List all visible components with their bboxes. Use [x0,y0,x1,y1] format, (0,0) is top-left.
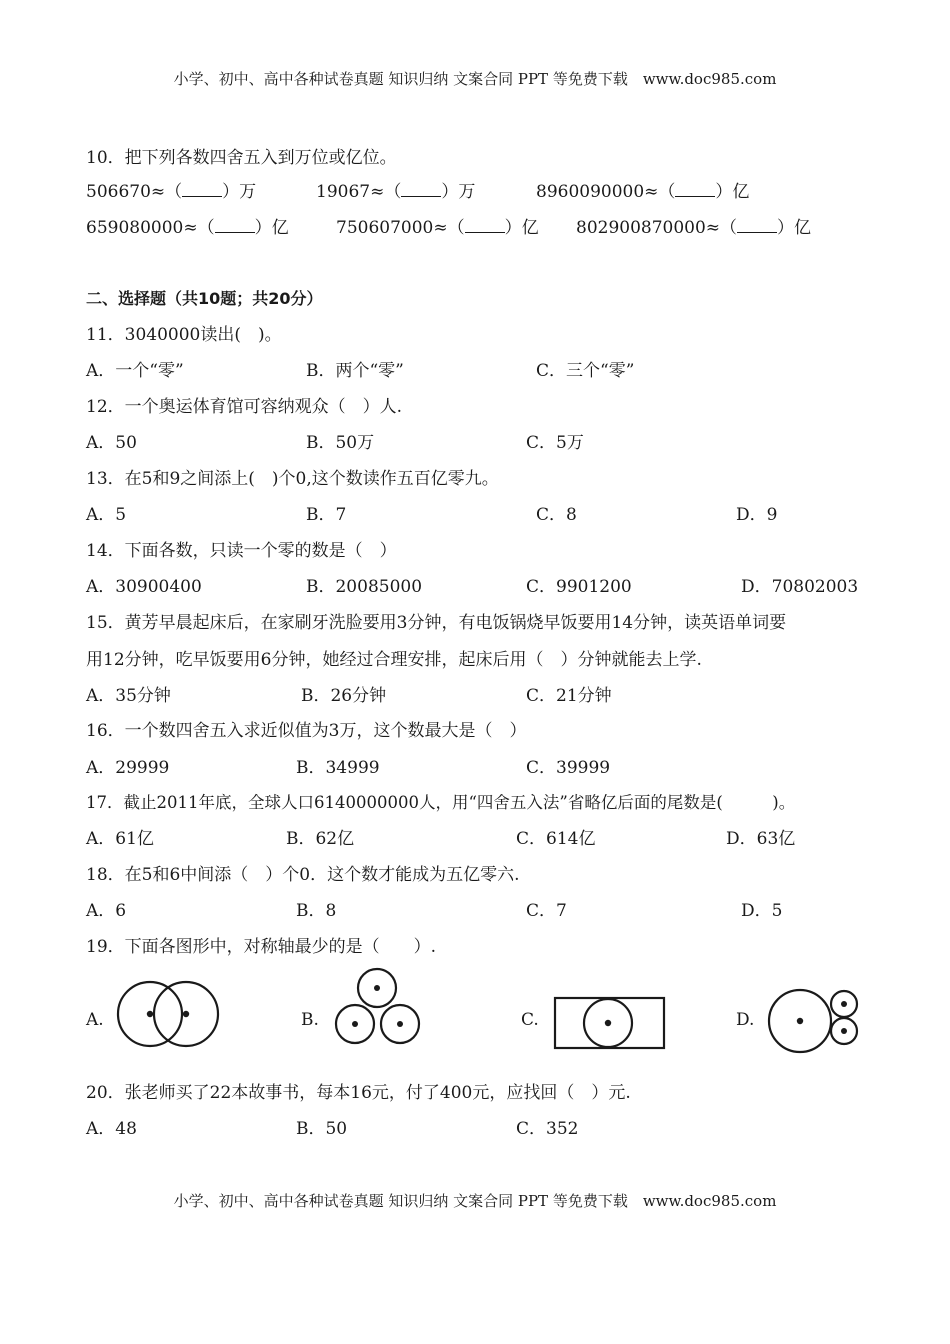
figure-b-three-circles [325,966,425,1056]
option: B．62亿 [286,829,355,849]
option: C．39999 [526,758,611,778]
question-stem: 11．3040000读出( )。 [86,325,282,345]
option: D. [736,1010,755,1030]
question-stem: 14．下面各数，只读一个零的数是（ ） [86,541,397,561]
option: C．352 [516,1119,579,1139]
option: A．35分钟 [86,686,171,706]
option: C．9901200 [526,577,632,597]
figure-d-circle-with-two-small [762,983,862,1063]
figure-c-rectangle-with-circle [550,990,670,1052]
question-stem: 16．一个数四舍五入求近似值为3万，这个数最大是（ ） [86,721,527,741]
option: A．30900400 [86,577,202,597]
option: D．9 [736,505,778,525]
q10-item: 8960090000≈（ ）亿 [536,182,750,202]
figure-a-two-overlapping-circles [110,970,230,1060]
q10-stem: 10．把下列各数四舍五入到万位或亿位。 [86,148,397,168]
q10-item: 750607000≈（ ）亿 [336,218,539,238]
option: B．20085000 [306,577,423,597]
option: A．29999 [86,758,170,778]
question-stem: 15．黄芳早晨起床后，在家刷牙洗脸要用3分钟，有电饭锅烧早饭要用14分钟，读英语单词要 [86,613,787,633]
option: B．7 [306,505,347,525]
option: C．21分钟 [526,686,612,706]
question-stem: 19．下面各图形中，对称轴最少的是（ ）. [86,937,437,957]
question-stem-cont: 用12分钟，吃早饭要用6分钟，她经过合理安排，起床后用（ ）分钟就能去上学. [86,650,702,670]
option: A. [86,1010,104,1030]
question-stem: 17．截止2011年底，全球人口6140000000人，用“四舍五入法”省略亿后面的尾数是( )。 [86,793,796,812]
option: A．6 [86,901,127,921]
option: D．5 [741,901,783,921]
option: B．8 [296,901,337,921]
question-stem: 20．张老师买了22本故事书，每本16元，付了400元，应找回（ ）元. [86,1083,631,1103]
q10-item: 506670≈（ ）万 [86,182,257,202]
section-title: 二、选择题（共10题；共20分） [86,289,323,308]
question-stem: 18．在5和6中间添（ ）个0．这个数才能成为五亿零六. [86,865,520,885]
option: D．63亿 [726,829,796,849]
q10-item: 19067≈（ ）万 [316,182,476,202]
option: D．70802003 [741,577,859,597]
option: C. [521,1010,539,1030]
option: A．一个“零” [86,361,184,381]
option: C．三个“零” [536,361,635,381]
question-stem: 12．一个奥运体育馆可容纳观众（ ）人. [86,397,403,417]
option: B. [301,1010,319,1030]
option: A．61亿 [86,829,154,849]
option: A．5 [86,505,127,525]
option: B．34999 [296,758,380,778]
option: A．50 [86,433,137,453]
page-footer: 小学、初中、高中各种试卷真题 知识归纳 文案合同 PPT 等免费下载 www.doc985.com [173,1192,777,1210]
option: A．48 [86,1119,137,1139]
option: B．50 [296,1119,348,1139]
q10-item: 659080000≈（ ）亿 [86,218,289,238]
page-header: 小学、初中、高中各种试卷真题 知识归纳 文案合同 PPT 等免费下载 www.doc985.com [173,70,777,88]
option: B．26分钟 [301,686,387,706]
option: C．5万 [526,433,584,453]
option: B．两个“零” [306,361,404,381]
option: B．50万 [306,433,375,453]
question-stem: 13．在5和9之间添上( )个0,这个数读作五百亿零九。 [86,469,499,489]
option: C．8 [536,505,577,525]
q10-item: 802900870000≈（ ）亿 [576,218,812,238]
option: C．614亿 [516,829,596,849]
option: C．7 [526,901,567,921]
